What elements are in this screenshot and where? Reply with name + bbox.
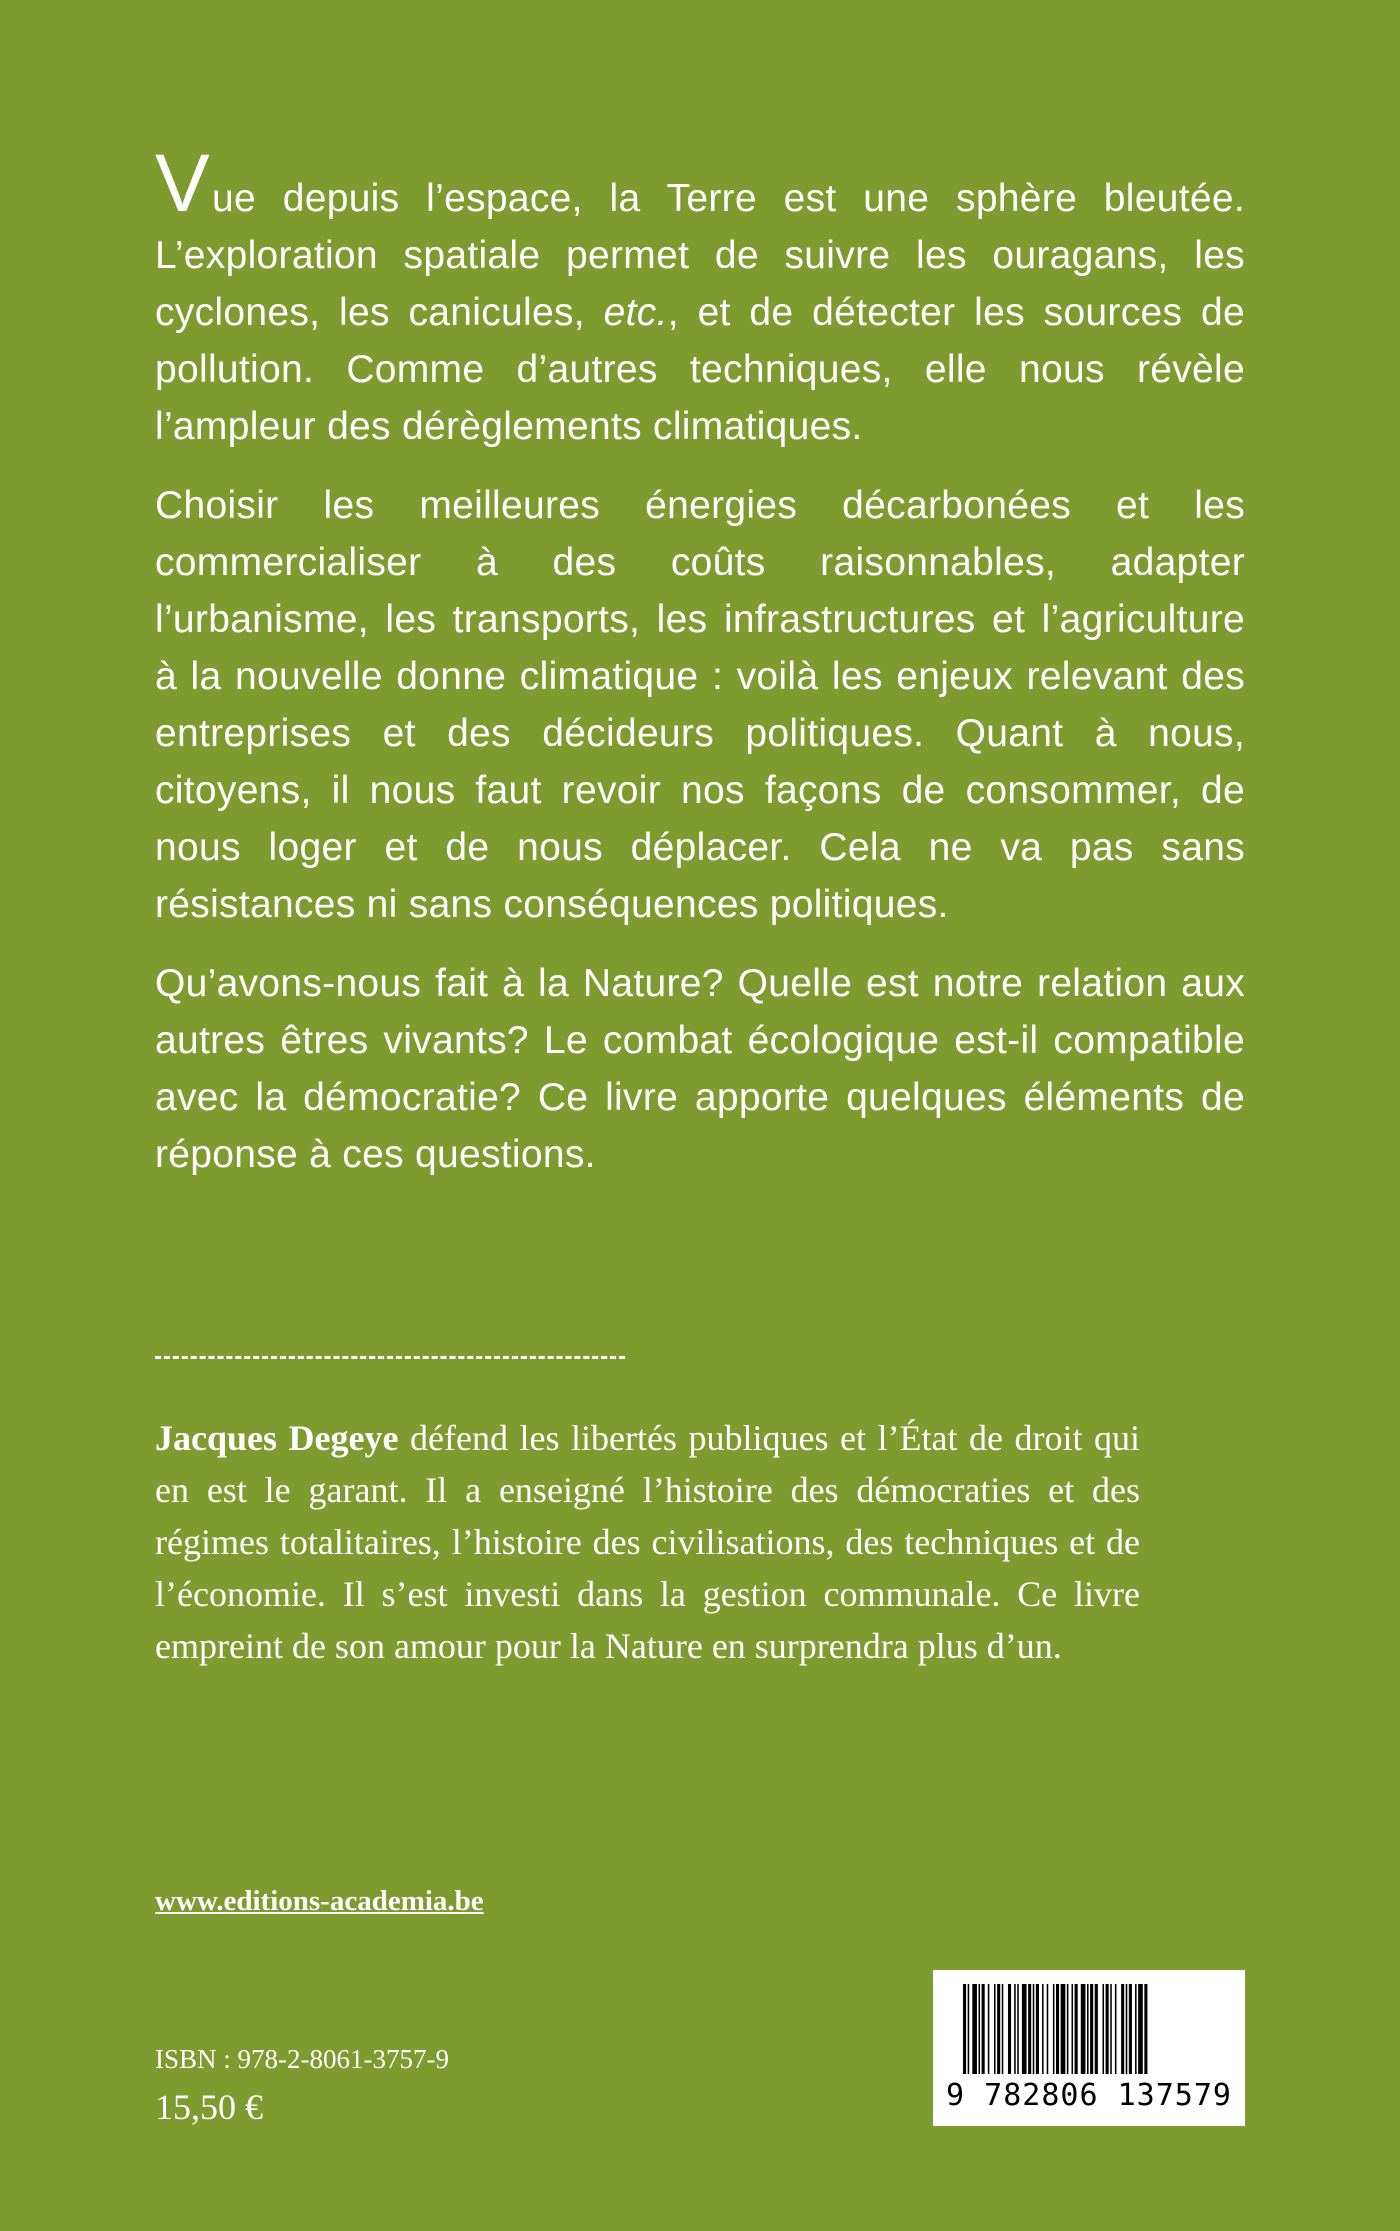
barcode-digits: 9 782806 137579 [946, 2078, 1232, 2113]
blurb [155, 138, 1246, 1205]
barcode [933, 1970, 1245, 2126]
barcode-bar [1042, 1984, 1044, 2074]
author-bio-text: défend les libertés publiques et l’État de droit qui en est le garant. Il a enseigné l’histoire des démocraties et des régimes totalitaires, l’histoire des civilisations, des techniques et de l’économie. Il s’est investi dans la gestion communale. Ce livre empreint de son amour pour la Nature en surprendra plus d’un. [155, 1418, 1140, 1666]
author-bio [155, 1412, 1140, 1672]
barcode-bar [1017, 1984, 1019, 2074]
author-name: Jacques Degeye [155, 1418, 399, 1458]
barcode-bar [1028, 1984, 1031, 2074]
barcode-bar [1106, 1984, 1109, 2074]
dashed-divider [155, 1356, 625, 1359]
barcode-bar [979, 1984, 981, 2074]
barcode-bar [1067, 1984, 1069, 2074]
barcode-bar [1008, 1984, 1011, 2074]
barcode-bar [1135, 1984, 1137, 2074]
barcode-bar [1144, 1984, 1147, 2074]
barcode-bar [1061, 1984, 1066, 2074]
price: 15,50 € [155, 2087, 263, 2127]
barcode-bar [1129, 1984, 1132, 2074]
blurb-paragraph-1 [155, 138, 1246, 455]
drop-cap: V [155, 138, 210, 229]
barcode-bar [1121, 1984, 1124, 2074]
blurb-paragraph-2: Choisir les meilleures énergies décarbonées et les commercialiser à des coûts raisonnables, adapter l’urbanisme, les transports, les infrastructures et l’agriculture à la nouvelle donne climatique : voilà les enjeux relevant des entreprises et des décideurs politiques. Quant à nous, citoyens, il nous faut revoir nos façons de consommer, de nous loger et de nous déplacer. Cela ne va pas sans résistances ni sans conséquences politiques. [155, 484, 1245, 926]
barcode-bar [1110, 1984, 1112, 2074]
blurb-paragraph-1-text-a: ue depuis l’espace, la Terre est une sphère bleutée. L’exploration spatiale permet de suivre les ouragans, les cyclones, les canicules, [155, 177, 1245, 334]
barcode-bar [1053, 1984, 1055, 2074]
barcode-bar [1090, 1984, 1093, 2074]
barcode-bar [1047, 1984, 1049, 2074]
barcode-bar [1056, 1984, 1059, 2074]
barcode-bar [1075, 1984, 1078, 2074]
barcode-bar [1138, 1984, 1143, 2074]
barcode-bar [1002, 1984, 1004, 2074]
barcode-bar [1103, 1984, 1105, 2074]
barcode-bar [1033, 1984, 1035, 2074]
isbn: ISBN : 978-2-8061-3757-9 [155, 2044, 449, 2074]
barcode-bar [963, 1984, 966, 2074]
barcode-bar [1014, 1984, 1016, 2074]
blurb-paragraph-3: Qu’avons-nous fait à la Nature? Quelle est notre relation aux autres êtres vivants? Le combat écologique est-il compatible avec la démocratie? Ce livre apporte quelques éléments de réponse à ces questions. [155, 962, 1245, 1176]
barcode-bars [963, 1984, 1215, 2084]
blurb-paragraph-1-italic: etc. [603, 291, 668, 334]
blurb-paragraph-1-text-b: , et de détecter les sources de pollution. Comme d’autres techniques, elle nous révèle l’ampleur des dérèglements climatiques. [155, 291, 1246, 448]
barcode-bar [1095, 1984, 1098, 2074]
barcode-bar [1022, 1984, 1027, 2074]
barcode-bar [997, 1984, 1000, 2074]
barcode-bar [1126, 1984, 1128, 2074]
barcode-bar [972, 1984, 977, 2074]
barcode-bar [1036, 1984, 1039, 2074]
barcode-bar [968, 1984, 970, 2074]
barcode-bar [982, 1984, 985, 2074]
barcode-bar [994, 1984, 996, 2074]
publisher-website-link[interactable]: www.editions-academia.be [155, 1885, 484, 1917]
barcode-bar [1087, 1984, 1089, 2074]
barcode-bar [1072, 1984, 1074, 2074]
barcode-bar [1115, 1984, 1117, 2074]
barcode-bar [988, 1984, 990, 2074]
barcode-bar [1081, 1984, 1086, 2074]
